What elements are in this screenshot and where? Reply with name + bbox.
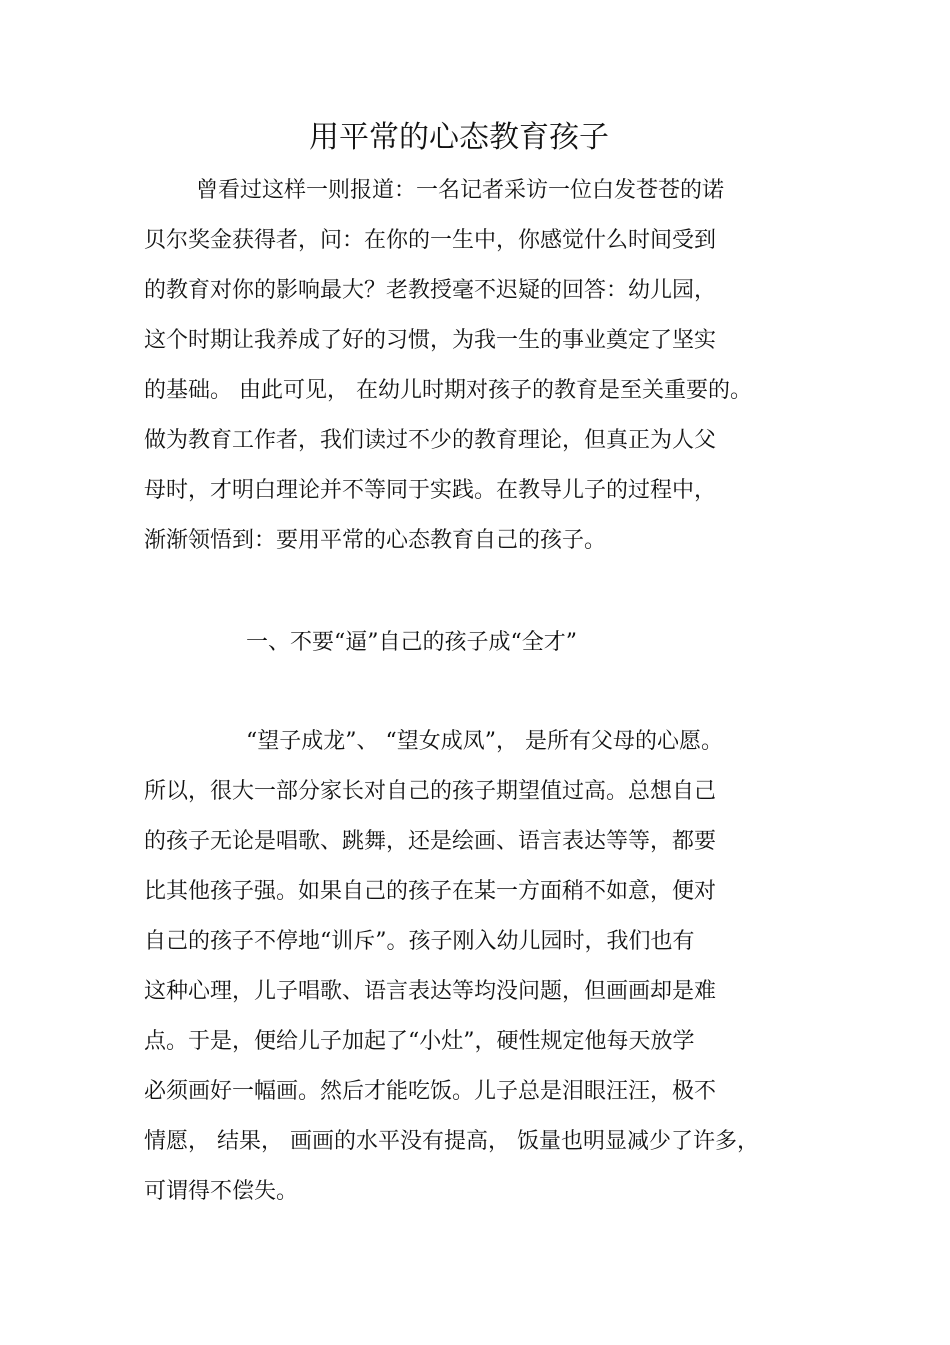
intro-line-5: 的基础。 由此可见， 在幼儿时期对孩子的教育是至关重要的。 <box>144 378 752 403</box>
intro-line-2: 贝尔奖金获得者，问：在你的一生中，你感觉什么时间受到 <box>144 228 717 253</box>
section-line-6: 这种心理，儿子唱歌、语言表达等均没问题，但画画却是难 <box>144 979 717 1004</box>
intro-line-6: 做为教育工作者，我们读过不少的教育理论，但真正为人父 <box>144 428 717 453</box>
section-line-3: 的孩子无论是唱歌、跳舞，还是绘画、语言表达等等，都要 <box>144 829 717 854</box>
intro-line-3: 的教育对你的影响最大？老教授毫不迟疑的回答：幼儿园， <box>144 278 717 303</box>
section-line-1: “望子成龙”、 “望女成凤”， 是所有父母的心愿。 <box>246 729 723 754</box>
intro-line-4: 这个时期让我养成了好的习惯，为我一生的事业奠定了坚实 <box>144 328 717 353</box>
section-line-7: 点。于是，便给儿子加起了“小灶”，硬性规定他每天放学 <box>144 1029 695 1054</box>
intro-line-8: 渐渐领悟到：要用平常的心态教育自己的孩子。 <box>144 528 607 553</box>
intro-line-7: 母时，才明白理论并不等同于实践。在教导儿子的过程中， <box>144 478 717 503</box>
section-line-10: 可谓得不偿失。 <box>144 1179 299 1204</box>
section-line-9: 情愿， 结果， 画画的水平没有提高， 饭量也明显减少了许多， <box>144 1129 759 1154</box>
document-title: 用平常的心态教育孩子 <box>309 120 609 155</box>
section-line-4: 比其他孩子强。如果自己的孩子在某一方面稍不如意，便对 <box>144 879 717 904</box>
section-line-2: 所以，很大一部分家长对自己的孩子期望值过高。总想自己 <box>144 779 717 804</box>
section-line-5: 自己的孩子不停地“训斥”。孩子刚入幼儿园时，我们也有 <box>144 929 695 954</box>
section-heading: 一、不要“逼”自己的孩子成“全才” <box>246 630 577 655</box>
intro-line-1: 曾看过这样一则报道：一名记者采访一位白发苍苍的诺 <box>196 178 725 203</box>
section-line-8: 必须画好一幅画。然后才能吃饭。儿子总是泪眼汪汪，极不 <box>144 1079 717 1104</box>
